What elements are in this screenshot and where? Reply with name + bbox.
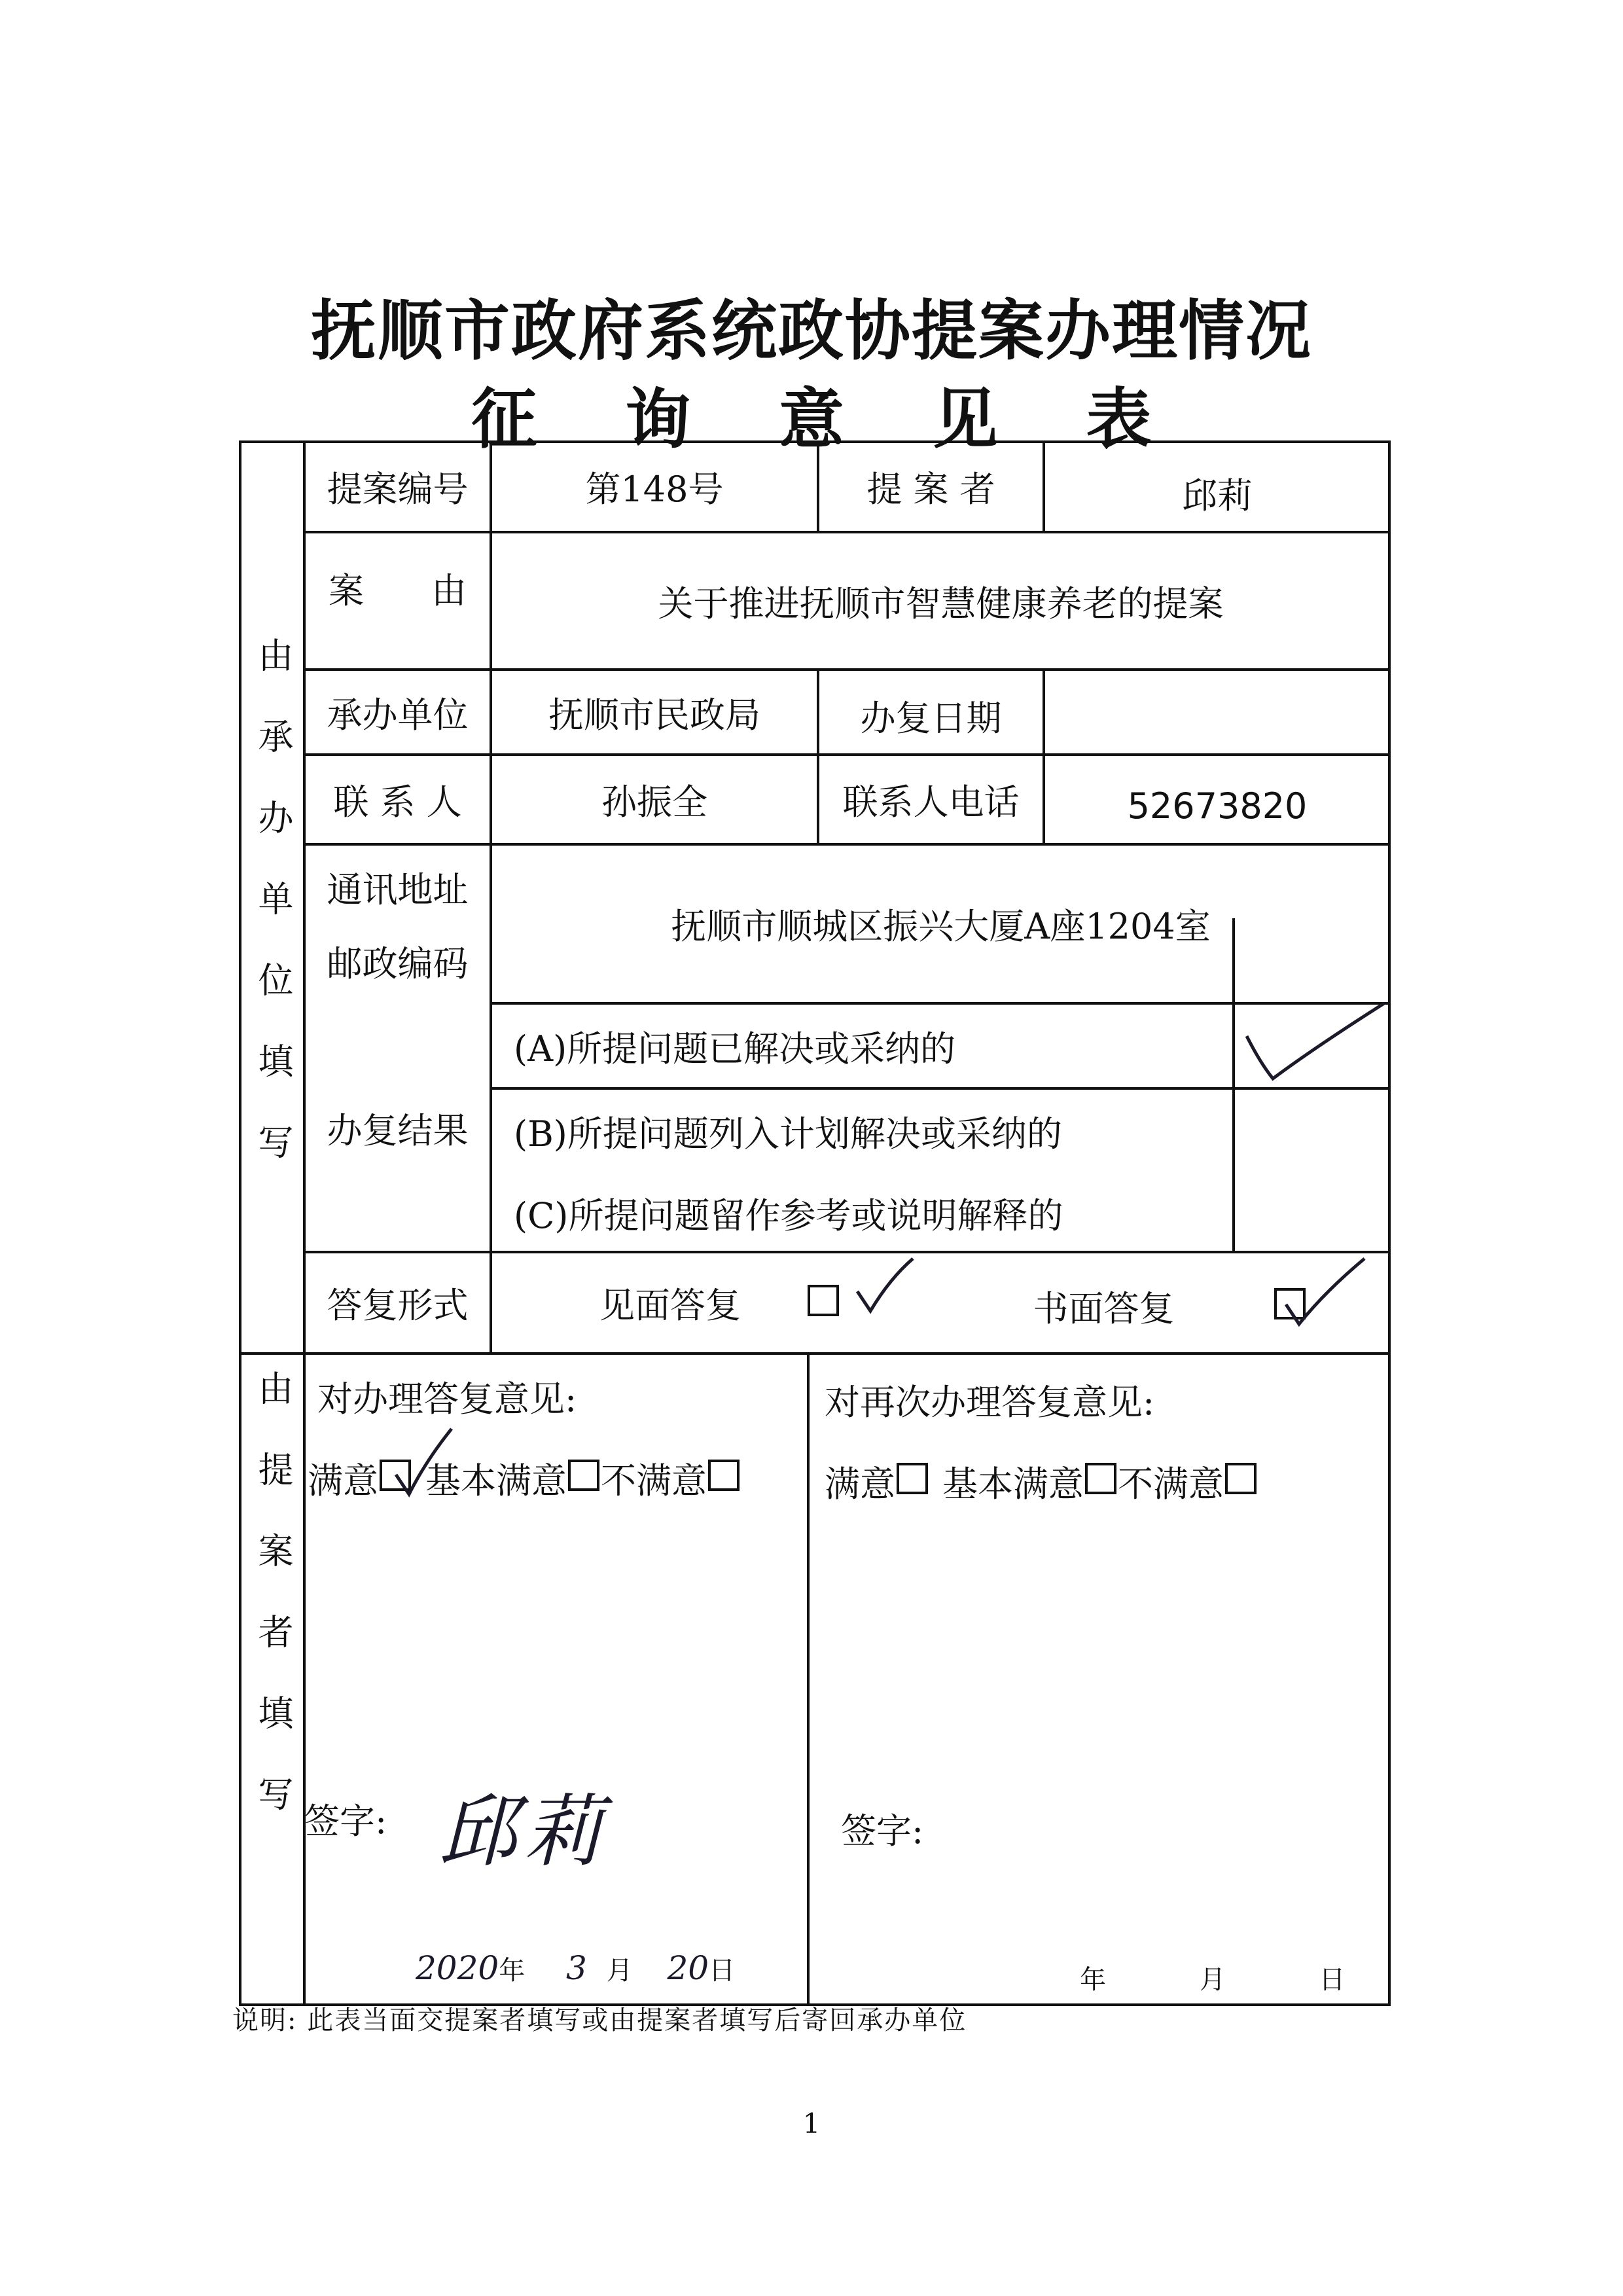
- opinion1-options: [308, 1452, 805, 1504]
- opinion2-date: [1080, 1959, 1345, 1996]
- address-label-line1: 通讯地址: [327, 869, 469, 910]
- result-option-c: (C)所提问题留作参考或说明解释的: [514, 1194, 1063, 1236]
- opinion1-date-day: 20: [667, 1949, 709, 1987]
- opinion1-basic-text: 基本满意: [425, 1460, 567, 1501]
- day-label: 日: [1319, 1965, 1346, 1995]
- contact-phone-value: 52673820: [1127, 785, 1308, 827]
- result-option-a: (A)所提问题已解决或采纳的: [514, 1028, 956, 1069]
- address-value: 抚顺市顺城区振兴大厦A座1204室: [671, 906, 1211, 947]
- contact-label: 联 系 人: [333, 781, 462, 823]
- reply-date-value[interactable]: [1044, 670, 1391, 755]
- opinion2-heading: 对再次办理答复意见:: [825, 1381, 1155, 1423]
- opinion1-unsatisfied-text: 不满意: [601, 1460, 707, 1501]
- proposer-section-label: [253, 1370, 293, 1893]
- subtitle-char: 意: [779, 380, 844, 457]
- year-label: 年: [499, 1956, 526, 1986]
- opinion2-options: [825, 1455, 1387, 1507]
- inperson-checkbox[interactable]: [808, 1285, 839, 1316]
- opinion1-date: [416, 1949, 735, 1987]
- unit-label: 承办单位: [327, 694, 469, 736]
- opinion2-satisfied-checkbox[interactable]: [897, 1463, 928, 1494]
- opinion2-basic-checkbox[interactable]: [1085, 1463, 1116, 1494]
- written-checkmark-icon: [1273, 1252, 1371, 1337]
- subtitle-char: 表: [1086, 380, 1152, 457]
- opinion2-unsatisfied-checkbox[interactable]: [1225, 1463, 1257, 1494]
- unit-value: 抚顺市民政局: [548, 694, 760, 736]
- opinion1-heading: 对办理答复意见:: [317, 1378, 577, 1420]
- result-option-b: (B)所提问题列入计划解决或采纳的: [514, 1113, 1062, 1155]
- opinion1-date-year: 2020: [416, 1949, 499, 1987]
- opinion1-date-month: 3: [565, 1949, 587, 1987]
- address-label-line2: 邮政编码: [327, 942, 469, 984]
- address-label: [304, 844, 491, 1003]
- form-note: 说明: 此表当面交提案者填写或由提案者填写后寄回承办单位: [232, 2005, 967, 2036]
- opinion2-basic-text: 基本满意: [942, 1463, 1084, 1505]
- proposer-value: 邱莉: [1182, 475, 1253, 516]
- opinion2-signature-label: 签字:: [841, 1810, 924, 1852]
- opinion2-satisfied-text: 满意: [825, 1463, 895, 1505]
- result-c-mark-cell[interactable]: [1234, 1174, 1391, 1252]
- contact-phone-label: 联系人电话: [842, 781, 1020, 823]
- subject-label: 案 由: [329, 569, 467, 611]
- proposal-no-value: 第148号: [585, 468, 724, 510]
- page-number: 1: [802, 2108, 821, 2140]
- opinion1-signature-label: 签字:: [304, 1800, 387, 1842]
- contact-value: 孙振全: [601, 781, 707, 823]
- result-label: 办复结果: [327, 1109, 469, 1151]
- month-label: 月: [1199, 1965, 1226, 1995]
- reply-date-label: 办复日期: [860, 697, 1002, 739]
- reply-form-label: 答复形式: [327, 1285, 469, 1326]
- opinion2-unsatisfied-text: 不满意: [1118, 1463, 1224, 1505]
- handler-section-label: [253, 637, 293, 1226]
- opinion1-basic-checkbox[interactable]: [568, 1460, 599, 1491]
- subtitle-char: 询: [625, 380, 691, 457]
- reply-form-inperson-text: 见面答复: [599, 1285, 741, 1326]
- month-label: 月: [606, 1956, 633, 1986]
- proposer-label: 提 案 者: [866, 468, 995, 510]
- inperson-checkmark-icon: [851, 1252, 916, 1324]
- year-label: 年: [1080, 1965, 1106, 1995]
- reply-form-written-text: 书面答复: [1033, 1288, 1175, 1329]
- result-b-mark-cell[interactable]: [1234, 1088, 1391, 1174]
- opinion1-handwritten-signature: 邱莉: [438, 1787, 609, 1878]
- subtitle-char: 征: [471, 380, 537, 457]
- day-label: 日: [709, 1956, 736, 1986]
- proposer-section-text: 由提案者填写: [253, 1370, 294, 1857]
- opinion1-satisfied-text: 满意: [308, 1460, 378, 1501]
- opinion1-unsatisfied-checkbox[interactable]: [708, 1460, 740, 1491]
- subtitle-char: 见: [932, 380, 998, 457]
- opinion1-checkmark-icon: [386, 1422, 458, 1501]
- handler-section-text: 由承办单位填写: [253, 637, 294, 1205]
- inquiry-form-table: [239, 440, 1391, 2006]
- form-title: 抚顺市政府系统政协提案办理情况: [311, 292, 1312, 369]
- subject-value: 关于推进抚顺市智慧健康养老的提案: [658, 583, 1224, 624]
- result-a-checkmark-icon: [1234, 997, 1391, 1095]
- proposal-no-label: 提案编号: [327, 468, 469, 510]
